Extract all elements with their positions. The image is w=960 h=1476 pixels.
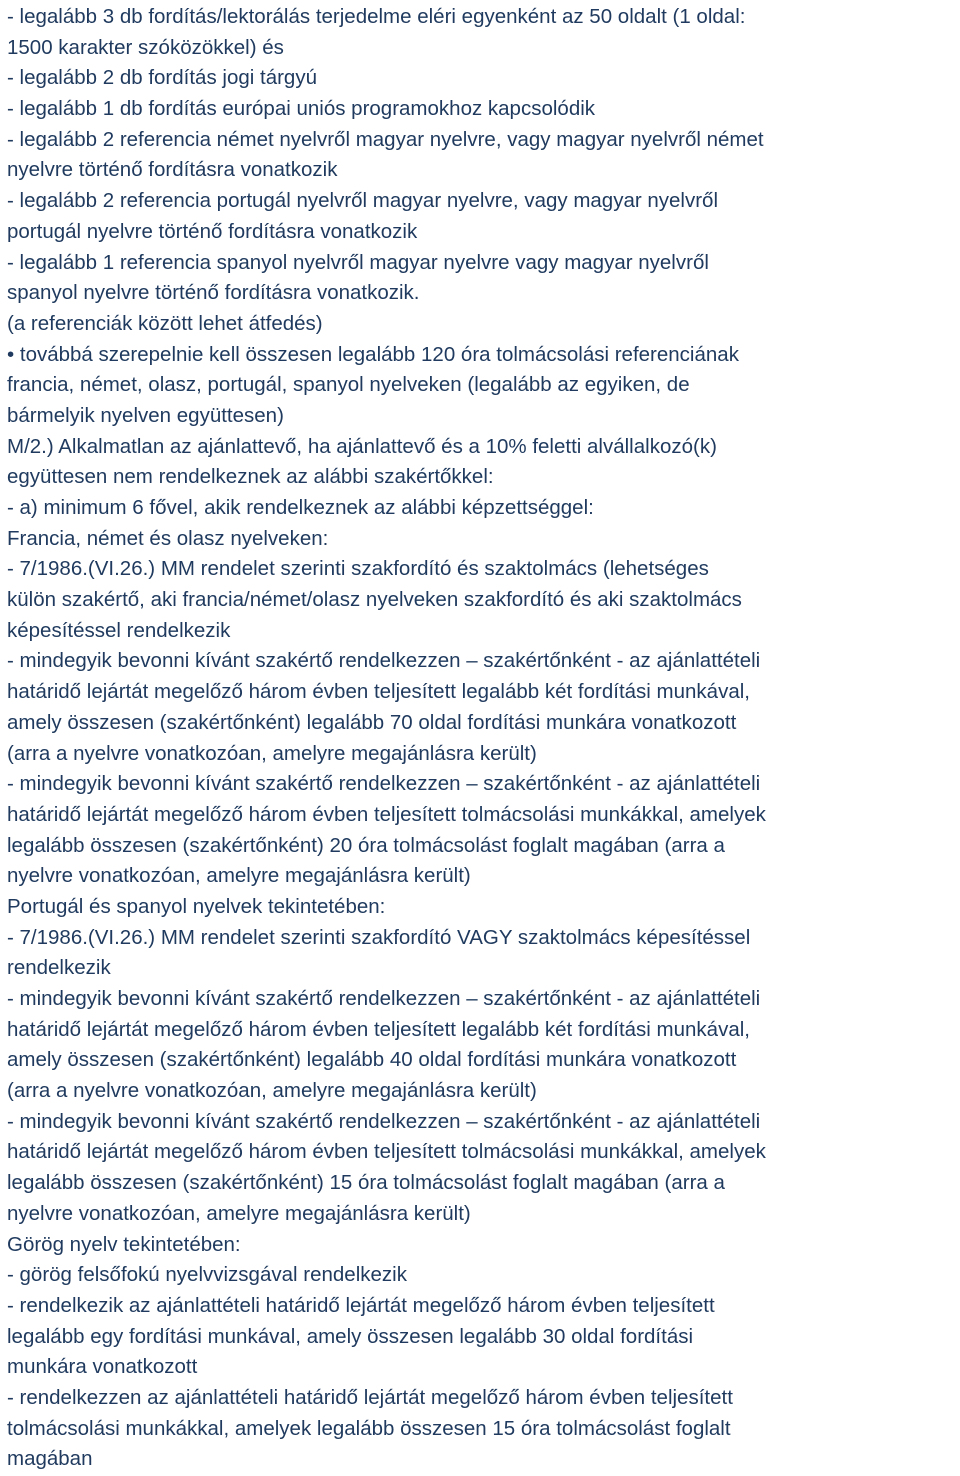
text-line: - mindegyik bevonni kívánt szakértő rendelkezzen – szakértőnként - az ajánlattételi bbox=[7, 987, 761, 1010]
text-line: • továbbá szerepelnie kell összesen legalább 120 óra tolmácsolási referenciának bbox=[7, 342, 739, 366]
text-line: legalább egy fordítási munkával, amely összesen legalább 30 oldal fordítási bbox=[7, 1324, 694, 1348]
text-line: 1500 karakter szóközökkel) és bbox=[7, 35, 284, 59]
text-line: - 7/1986.(VI.26.) MM rendelet szerinti szakfordító és szaktolmács (lehetséges bbox=[7, 557, 709, 581]
document-body bbox=[7, 2, 957, 1475]
text-line: (arra a nyelvre vonatkozóan, amelyre megajánlásra került) bbox=[7, 1079, 537, 1103]
text-line: spanyol nyelvre történő fordításra vonatkozik. bbox=[7, 281, 420, 305]
text-line: - rendelkezzen az ajánlattételi határidő lejártát megelőző három évben teljesített bbox=[7, 1385, 733, 1409]
text-line: - legalább 1 referencia spanyol nyelvről magyar nyelvre vagy magyar nyelvről bbox=[7, 250, 709, 274]
text-line: határidő lejártát megelőző három évben teljesített tolmácsolási munkákkal, amelyek bbox=[7, 1140, 766, 1164]
text-line: határidő lejártát megelőző három évben teljesített legalább két fordítási munkával, bbox=[7, 680, 750, 704]
text-line: képesítéssel rendelkezik bbox=[7, 618, 231, 642]
text-line: - a) minimum 6 fővel, akik rendelkeznek az alábbi képzettséggel: bbox=[7, 496, 594, 519]
text-line: - 7/1986.(VI.26.) MM rendelet szerinti szakfordító VAGY szaktolmács képesítéssel bbox=[7, 925, 751, 949]
text-line: - legalább 2 referencia német nyelvről magyar nyelvre, vagy magyar nyelvről német bbox=[7, 127, 764, 151]
text-line: - rendelkezik az ajánlattételi határidő lejártát megelőző három évben teljesített bbox=[7, 1293, 715, 1317]
text-line: - legalább 3 db fordítás/lektorálás terjedelme eléri egyenként az 50 oldalt (1 oldal: bbox=[7, 5, 746, 28]
text-line: tolmácsolási munkákkal, amelyek legalább összesen 15 óra tolmácsolást foglalt bbox=[7, 1416, 731, 1440]
text-line: legalább összesen (szakértőnként) 15 óra tolmácsolást foglalt magában (arra a bbox=[7, 1171, 725, 1195]
text-line: (a referenciák között lehet átfedés) bbox=[7, 311, 323, 335]
text-line: rendelkezik bbox=[7, 956, 111, 980]
text-line: együttesen nem rendelkeznek az alábbi szakértőkkel: bbox=[7, 465, 494, 489]
text-line: nyelvre történő fordításra vonatkozik bbox=[7, 158, 338, 182]
text-line: bármelyik nyelven együttesen) bbox=[7, 403, 284, 427]
text-line: Portugál és spanyol nyelvek tekintetében: bbox=[7, 894, 386, 918]
text-line: - mindegyik bevonni kívánt szakértő rendelkezzen – szakértőnként - az ajánlattételi bbox=[7, 1109, 761, 1133]
text-line: portugál nyelvre történő fordításra vonatkozik bbox=[7, 219, 418, 243]
text-line: - legalább 1 db fordítás európai uniós programokhoz kapcsolódik bbox=[7, 97, 596, 121]
text-line: - mindegyik bevonni kívánt szakértő rendelkezzen – szakértőnként - az ajánlattételi bbox=[7, 649, 761, 673]
text-line: M/2.) Alkalmatlan az ajánlattevő, ha ajánlattevő és a 10% feletti alvállalkozó(k) bbox=[7, 434, 717, 458]
text-line: amely összesen (szakértőnként) legalább 40 oldal fordítási munkára vonatkozott bbox=[7, 1048, 737, 1072]
text-line: munkára vonatkozott bbox=[7, 1355, 198, 1379]
text-line: (arra a nyelvre vonatkozóan, amelyre megajánlásra került) bbox=[7, 741, 537, 765]
text-line: magában bbox=[7, 1447, 93, 1471]
text-line: nyelvre vonatkozóan, amelyre megajánlásra került) bbox=[7, 864, 471, 888]
text-line: francia, német, olasz, portugál, spanyol nyelveken (legalább az egyiken, de bbox=[7, 373, 690, 397]
text-line: - legalább 2 db fordítás jogi tárgyú bbox=[7, 66, 317, 90]
text-line: határidő lejártát megelőző három évben teljesített legalább két fordítási munkával, bbox=[7, 1017, 750, 1041]
text-line: - legalább 2 referencia portugál nyelvről magyar nyelvre, vagy magyar nyelvről bbox=[7, 189, 719, 213]
text-line: határidő lejártát megelőző három évben teljesített tolmácsolási munkákkal, amelyek bbox=[7, 802, 766, 826]
text-line: legalább összesen (szakértőnként) 20 óra tolmácsolást foglalt magában (arra a bbox=[7, 833, 725, 857]
text-line: Francia, német és olasz nyelveken: bbox=[7, 526, 329, 550]
text-line: - görög felsőfokú nyelvvizsgával rendelkezik bbox=[7, 1263, 407, 1287]
text-line: amely összesen (szakértőnként) legalább 70 oldal fordítási munkára vonatkozott bbox=[7, 710, 737, 734]
text-line: nyelvre vonatkozóan, amelyre megajánlásra került) bbox=[7, 1201, 471, 1225]
text-line: - mindegyik bevonni kívánt szakértő rendelkezzen – szakértőnként - az ajánlattételi bbox=[7, 772, 761, 796]
text-line: Görög nyelv tekintetében: bbox=[7, 1232, 241, 1256]
text-line: külön szakértő, aki francia/német/olasz nyelveken szakfordító és aki szaktolmács bbox=[7, 588, 742, 612]
